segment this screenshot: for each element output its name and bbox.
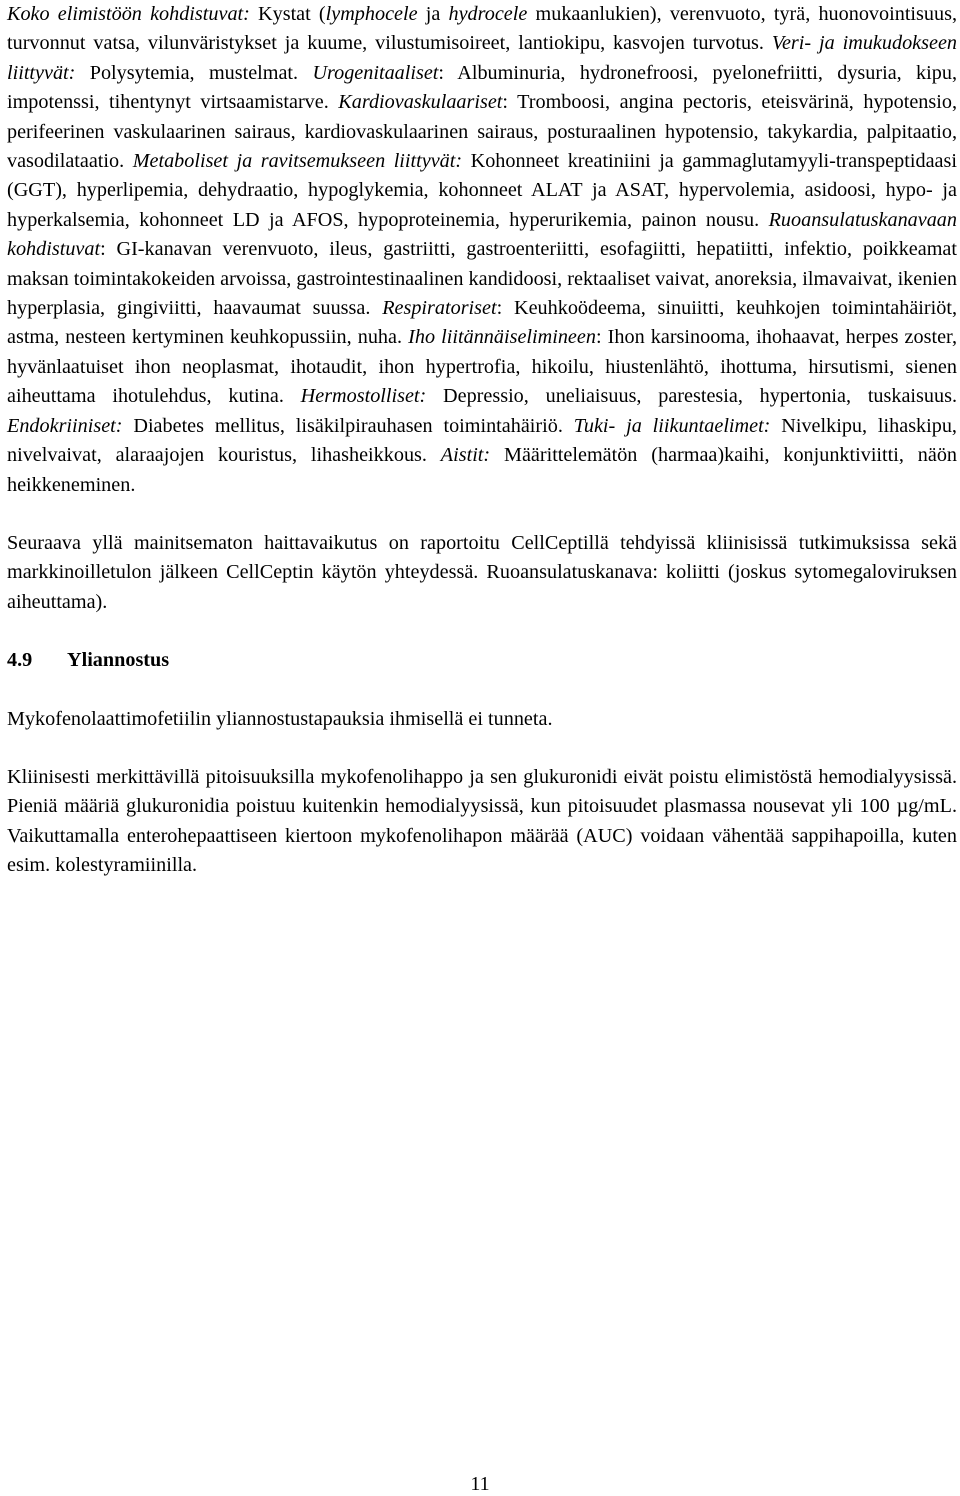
category-label: Urogenitaaliset [312,61,439,84]
category-label: Tuki- ja liikuntaelimet: [573,414,771,437]
category-label: Respiratoriset [382,297,497,320]
section-number: 4.9 [7,649,33,672]
category-label: Iho liitännäiselimineen [408,326,596,349]
category-label: Metaboliset ja ravitsemukseen liittyvät: [132,150,463,173]
category-label: Koko elimistöön kohdistuvat: [7,3,250,25]
category-label: Aistit: [440,444,491,467]
category-label: Hermostolliset: [300,385,427,408]
section-heading [7,646,957,675]
section-title: Yliannostus [67,649,170,672]
category-label: Endokriiniset: [7,414,123,437]
category-label: Kardiovaskulaariset [338,91,503,114]
document-page [7,0,957,881]
dialysis-paragraph: Kliinisesti merkittävillä pitoisuuksilla mykofenolihappo ja sen glukuronidi eivät poistu elimistöstä hemodialyysissä. Pieniä määriä glukuronidia poistuu kuitenkin hemodialyysissä, kun pitoisuudet plasmassa nousevat yli 100 µg/mL. Vaikuttamalla enterohepaattiseen kiertoon mykofenolihapon määrää (AUC) voidaan vähentää sappihapoilla, kuten esim. kolestyramiinilla. [7,765,957,877]
overdose-paragraph: Mykofenolaattimofetiilin yliannostustapauksia ihmisellä ei tunneta. [7,707,553,730]
category-label: Ruoansulatuskanavaan kohdistuvat [7,208,957,261]
adverse-effects-paragraph: Koko elimistöön kohdistuvat: Kystat (lymphocele ja hydrocele mukaanlukien), verenvuoto, tyrä, huonovointisuus, turvonnut vatsa, vilunväristykset ja kuume, vilustumisoireet, lantiokipu, kasvojen turvotus. Veri- ja imukudokseen liittyvät: Polysytemia, mustelmat. Urogenitaaliset: Albuminuria, hydronefroosi, pyelonefriitti, dysuria, kipu, impotenssi, tihentynyt virtsaamistarve. Kardiovaskulaariset: Tromboosi, angina pectoris, eteisvärinä, hypotensio, perifeerinen vaskulaarinen sairaus, kardiovaskulaarinen sairaus, posturaalinen hypotensio, takykardia, palpitaatio, vasodilataatio. Metaboliset ja ravitsemukseen liittyvät: Kohonneet kreatiniini ja gammaglutamyyli-transpeptidaasi (GGT), hyperlipemia, dehydraatio, hypoglykemia, kohonneet ALAT ja ASAT, hypervolemia, asidoosi, hypo- ja hyperkalsemia, kohonneet LD ja AFOS, hypoproteinemia, hyperurikemia, painon nousu. Ruoansulatuskanavaan kohdistuvat: GI-kanavan verenvuoto, ileus, gastriitti, gastroenteriitti, esofagiitti, hepatiitti, infektio, poikkeamat maksan toimintakokeiden arvoissa, gastrointestinaalinen kandidoosi, rektaaliset vaivat, anoreksia, ilmavaivat, ikenien hyperplasia, gingiviitti, haavaumat suussa. Respiratoriset: Keuhkoödeema, sinuiitti, keuhkojen toimintahäiriöt, astma, nesteen kertyminen keuhkopussiin, nuha. Iho liitännäiselimineen: Ihon karsinooma, ihohaavat, herpes zoster, hyvänlaatuiset ihon neoplasmat, ihotaudit, ihon hypertrofia, hikoilu, hiustenlähtö, ihottuma, hirsutismi, sienen aiheuttama ihotulehdus, kutina. Hermostolliset: Depressio, uneliaisuus, parestesia, hypertonia, tuskaisuus. Endokriiniset: Diabetes mellitus, lisäkilpirauhasen toimintahäiriö. Tuki- ja liikuntaelimet: Nivelkipu, lihaskipu, nivelvaivat, alaraajojen kouristus, lihasheikkous. Aistit: Määrittelemätön (harmaa)kaihi, konjunktiviitti, näön heikkeneminen. [7,3,958,496]
additional-effect-paragraph: Seuraava yllä mainitsematon haittavaikutus on raportoitu CellCeptillä tehdyissä kliinisissä tutkimuksissa sekä markkinoilletulon jälkeen CellCeptin käytön yhteydessä. Ruoansulatuskanava: koliitti (joskus sytomegaloviruksen aiheuttama). [7,531,957,613]
page-number: 11 [470,1473,490,1495]
category-label: Veri- ja imukudokseen liittyvät: [7,32,957,84]
